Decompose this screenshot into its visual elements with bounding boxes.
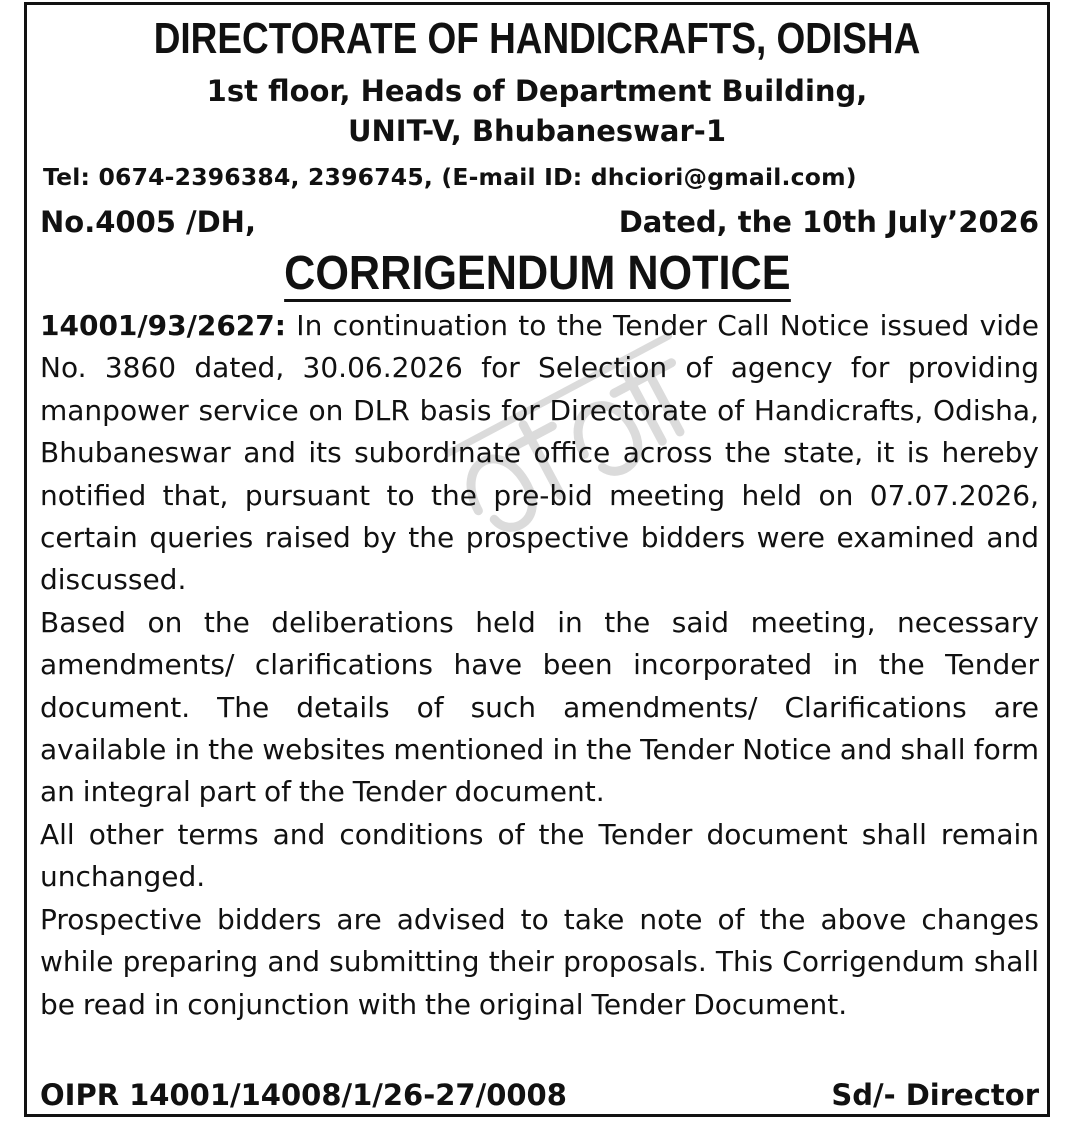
body-paragraph-2: Based on the deliberations held in the said meeting, necessary amendments/ clarifications have been incorporated in the Tender document. The details of such amendments/ Clarifications are available in the websites mentioned in the Tender Notice and shall form an integral part of the Tender document. bbox=[40, 605, 1039, 809]
contact-details: Tel: 0674-2396384, 2396745, (E-mail ID: dhciori@gmail.com) bbox=[43, 163, 857, 191]
signature: Sd/- Director bbox=[831, 1078, 1039, 1112]
notice-title bbox=[27, 247, 1047, 302]
notice-body bbox=[40, 305, 1039, 1026]
notice-footer bbox=[40, 1075, 1039, 1115]
body-paragraph-3: All other terms and conditions of the Tender document shall remain unchanged. bbox=[40, 817, 1039, 894]
organization-name: DIRECTORATE OF HANDICRAFTS, ODISHA bbox=[153, 14, 921, 63]
paragraph-text: In continuation to the Tender Call Notice issued vide No. 3860 dated, 30.06.2026 for Selection of agency for providing manpower service on DLR basis for Directorate of Handicrafts, Odisha, Bhubaneswar and its subordinate office across the state, it is hereby notified that, pursuant to the pre-bid meeting held on 07.07.2026, certain queries raised by the prospective bidders were examined and discussed. bbox=[40, 309, 1039, 597]
address-line-2: UNIT-V, Bhubaneswar-1 bbox=[347, 114, 727, 148]
reference-row bbox=[40, 202, 1039, 242]
notice-title-text: CORRIGENDUM NOTICE bbox=[283, 247, 791, 300]
file-number: 14001/93/2627: bbox=[40, 309, 286, 342]
oipr-number: OIPR 14001/14008/1/26-27/0008 bbox=[40, 1078, 567, 1112]
notice-date: Dated, the 10th July’2026 bbox=[618, 205, 1039, 239]
reference-number: No.4005 /DH, bbox=[40, 205, 256, 239]
address-line-1: 1st floor, Heads of Department Building, bbox=[206, 74, 868, 108]
body-paragraph-1 bbox=[40, 305, 1039, 602]
body-paragraph-4: Prospective bidders are advised to take note of the above changes while preparing and submitting their proposals. This Corrigendum shall be read in conjunction with the original Tender Document. bbox=[40, 902, 1039, 1021]
corrigendum-notice bbox=[24, 2, 1050, 1117]
